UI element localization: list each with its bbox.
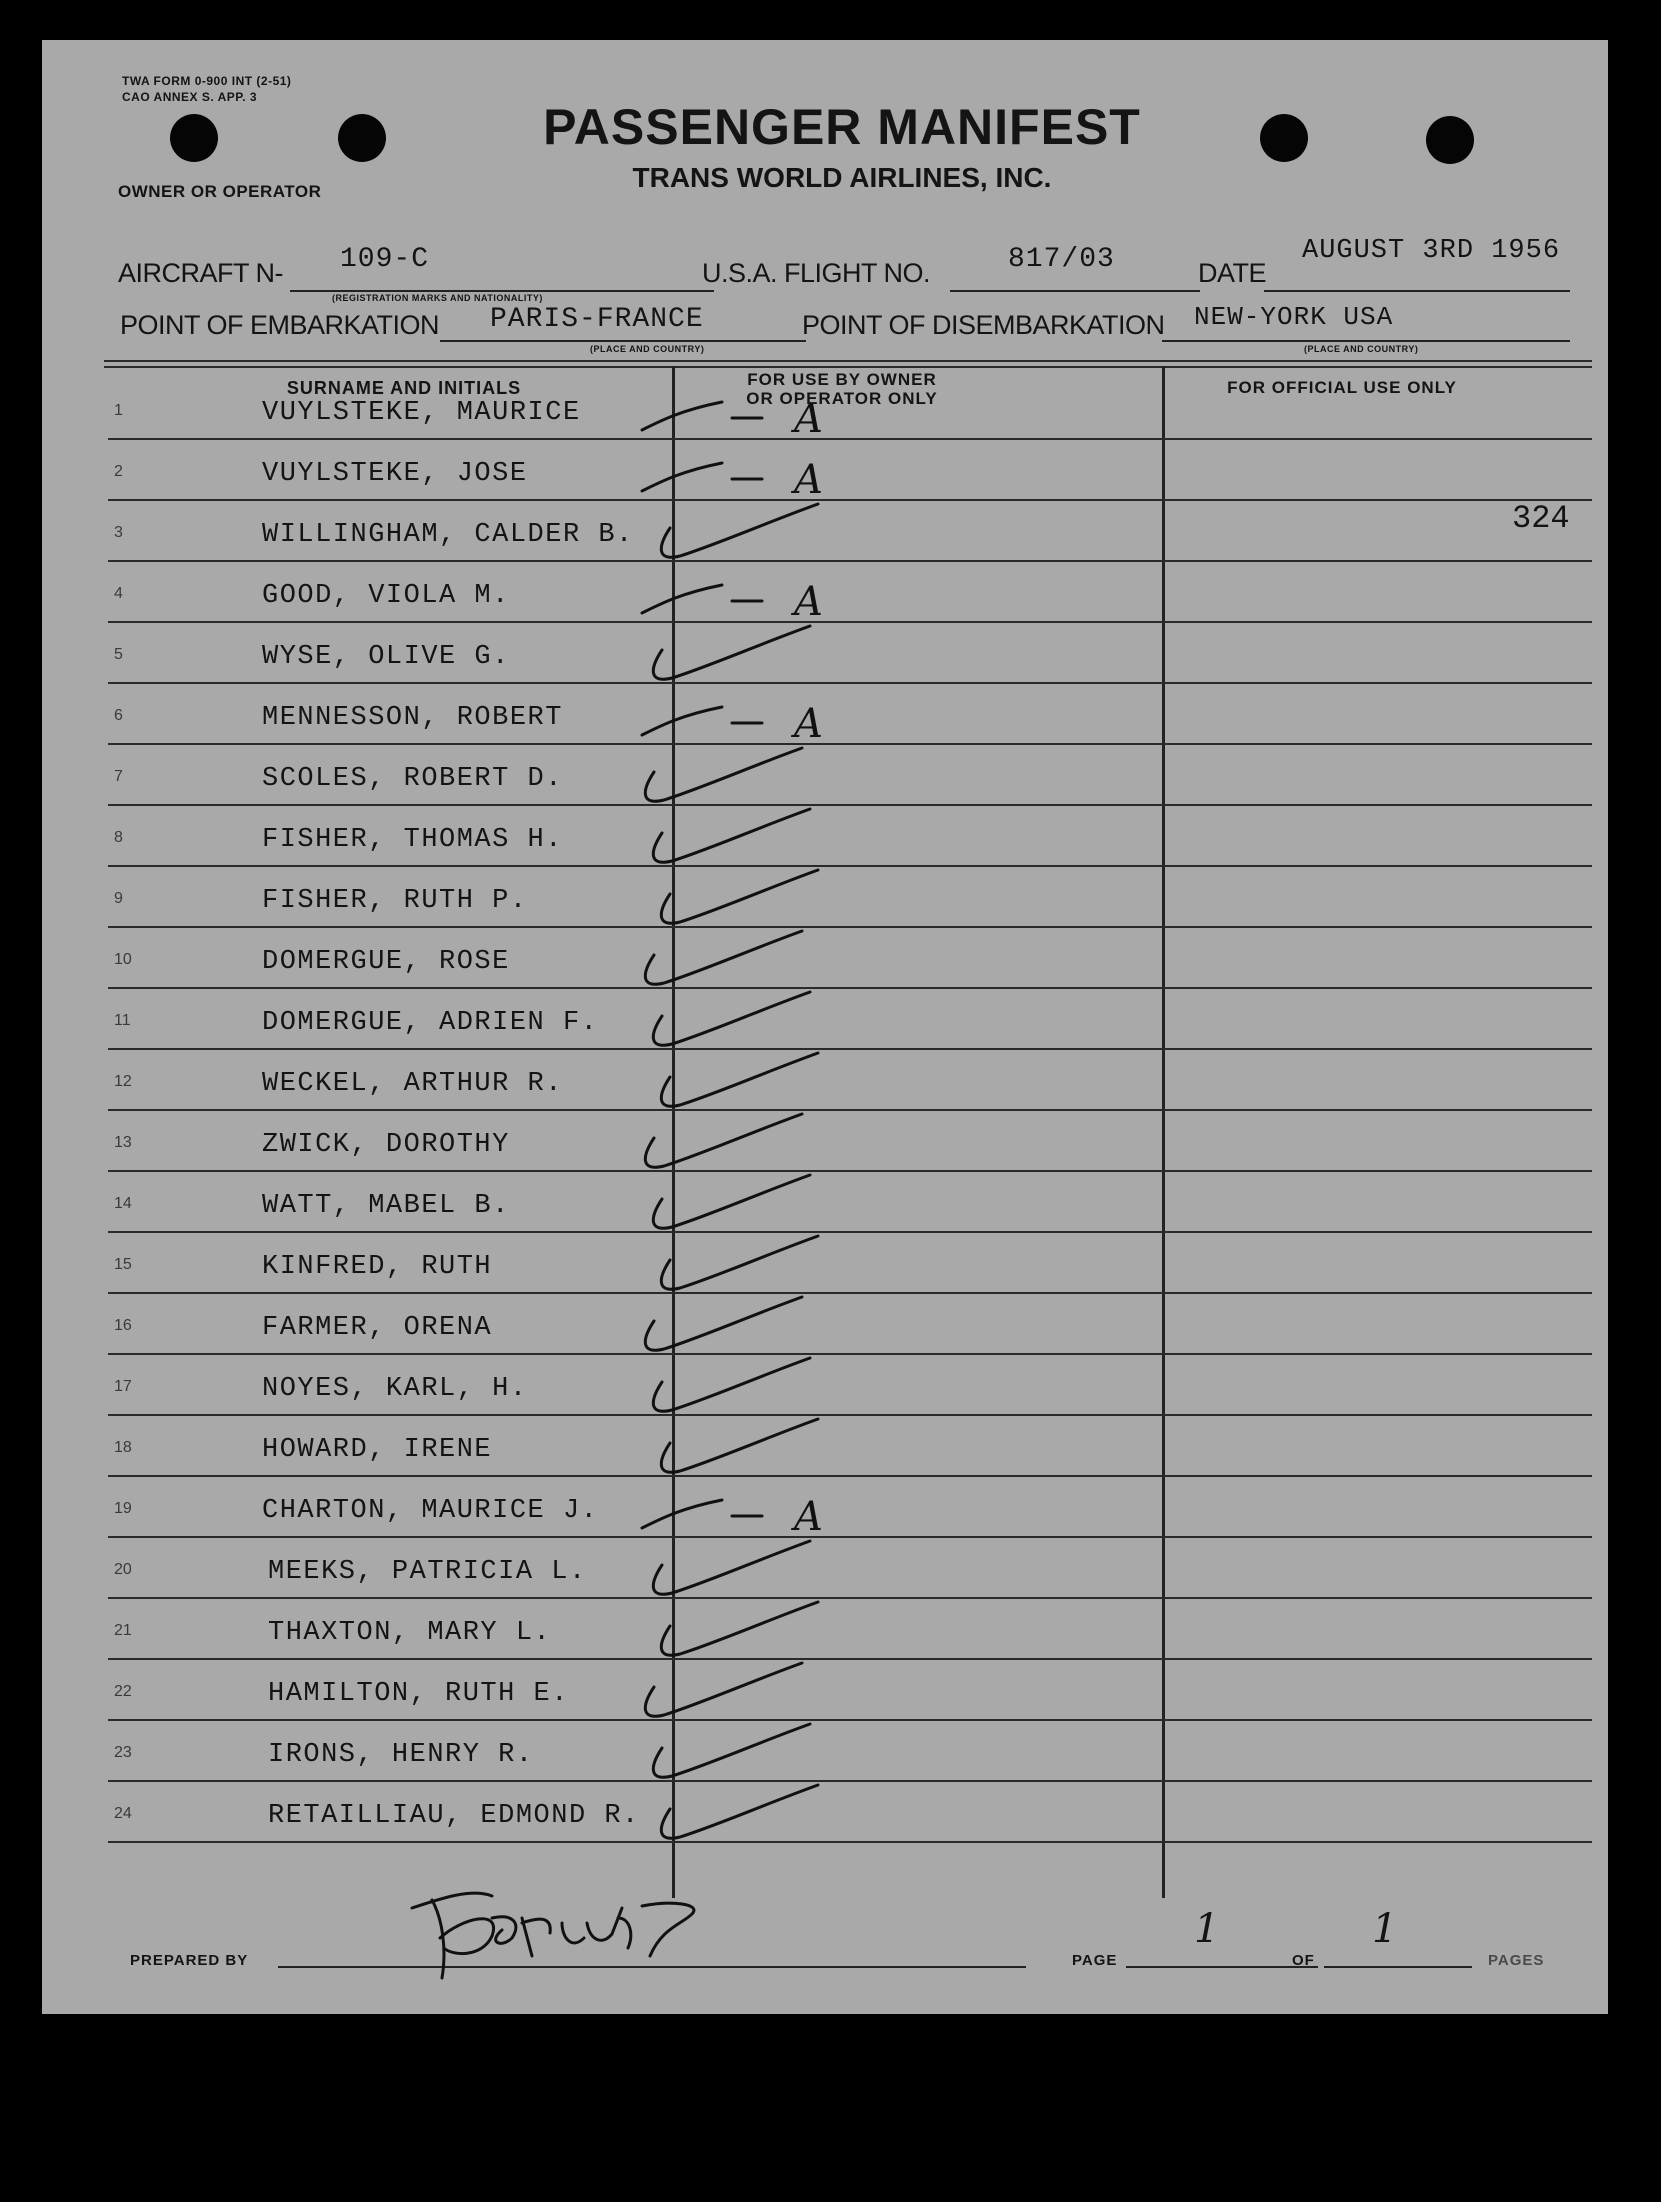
embarkation-note: (PLACE AND COUNTRY) [590,344,705,354]
passenger-name: WILLINGHAM, CALDER B. [262,520,634,550]
passenger-name: WATT, MABEL B. [262,1191,510,1221]
passenger-name: THAXTON, MARY L. [268,1618,552,1648]
of-label: OF [1292,1952,1315,1969]
check-mark-icon [653,1724,810,1777]
row-number: 6 [114,707,123,724]
passenger-name: FISHER, THOMAS H. [262,825,563,855]
form-code-line2: CAO ANNEX S. APP. 3 [122,90,258,104]
handwritten-mark: A [794,457,823,503]
handwritten-mark: A [794,701,823,747]
check-mark-icon [642,1500,762,1528]
aircraft-label: AIRCRAFT N- [118,258,284,288]
check-mark-icon [661,504,818,557]
row-number: 19 [114,1500,132,1517]
passenger-name: WECKEL, ARTHUR R. [262,1069,563,1099]
row-number: 5 [114,646,123,663]
passenger-name: IRONS, HENRY R. [268,1740,534,1770]
row-number: 9 [114,890,123,907]
check-mark-icon [661,1053,818,1106]
form-code-line1: TWA FORM 0-900 INT (2-51) [122,74,292,88]
row-number: 2 [114,463,123,480]
row-number: 3 [114,524,123,541]
owner-use-header-line2: OR OPERATOR ONLY [746,389,938,408]
embarkation-label: POINT OF EMBARKATION [120,310,440,340]
check-mark-icon [653,626,810,679]
surname-column-header: SURNAME AND INITIALS [286,378,522,398]
owner-use-header-line1: FOR USE BY OWNER [747,370,937,389]
check-mark-icon [642,463,762,491]
row-number: 21 [114,1622,132,1639]
registration-note: (REGISTRATION MARKS AND NATIONALITY) [332,293,543,303]
disembarkation-label: POINT OF DISEMBARKATION [802,310,1165,340]
check-mark-icon [642,707,762,735]
check-mark-icon [645,1663,802,1716]
passenger-name: ZWICK, DOROTHY [262,1130,510,1160]
handwritten-check-marks [42,40,1608,2014]
passenger-name: MENNESSON, ROBERT [262,703,563,733]
check-mark-icon [653,992,810,1045]
check-mark-icon [653,1175,810,1228]
passenger-name: KINFRED, RUTH [262,1252,493,1282]
check-mark-icon [661,1236,818,1289]
row-number: 24 [114,1805,132,1822]
row-number: 10 [114,951,132,968]
check-mark-icon [653,809,810,862]
check-mark-icon [645,1297,802,1350]
row-number: 18 [114,1439,132,1456]
passenger-name: HAMILTON, RUTH E. [268,1679,569,1709]
date-value: AUGUST 3RD 1956 [1302,236,1561,266]
aircraft-value: 109-C [340,244,430,275]
official-use-column-header: FOR OFFICIAL USE ONLY [1227,378,1457,397]
row-number: 7 [114,768,123,785]
check-mark-icon [661,870,818,923]
row-number: 4 [114,585,123,602]
row-number: 8 [114,829,123,846]
manifest-sheet [42,40,1608,2014]
row-number: 11 [114,1012,131,1029]
passenger-name: WYSE, OLIVE G. [262,642,510,672]
of-underline [1324,1966,1472,1968]
disembarkation-value: NEW-YORK USA [1194,302,1394,332]
row-number: 1 [114,402,123,419]
check-mark-icon [653,1541,810,1594]
passenger-name: HOWARD, IRENE [262,1435,493,1465]
passenger-name: VUYLSTEKE, MAURICE [262,398,581,428]
row-number: 14 [114,1195,132,1212]
passenger-name: GOOD, VIOLA M. [262,581,510,611]
row-number: 12 [114,1073,132,1090]
disembarkation-note: (PLACE AND COUNTRY) [1304,344,1419,354]
check-mark-icon [661,1419,818,1472]
row-number: 15 [114,1256,132,1273]
pages-label: PAGES [1488,1952,1545,1969]
passenger-name: FARMER, ORENA [262,1313,493,1343]
row-number: 20 [114,1561,132,1578]
of-value: 1 [1372,1906,1398,1952]
flight-number-value: 817/03 [1008,244,1115,275]
handwritten-mark: A [794,1494,823,1540]
check-mark-icon [653,1358,810,1411]
passenger-name: SCOLES, ROBERT D. [262,764,563,794]
check-mark-icon [645,1114,802,1167]
check-mark-icon [645,931,802,984]
passenger-name: DOMERGUE, ROSE [262,947,510,977]
passenger-name: MEEKS, PATRICIA L. [268,1557,587,1587]
handwritten-mark: A [794,396,823,442]
page-value: 1 [1194,1906,1220,1952]
check-mark-icon [661,1602,818,1655]
official-use-value: 324 [1512,500,1570,537]
row-number: 13 [114,1134,132,1151]
handwritten-mark: A [794,579,823,625]
page-label: PAGE [1072,1952,1118,1969]
row-number: 22 [114,1683,132,1700]
check-mark-icon [661,1785,818,1838]
check-mark-icon [645,748,802,801]
passenger-name: VUYLSTEKE, JOSE [262,459,528,489]
check-mark-icon [642,402,762,430]
passenger-name: DOMERGUE, ADRIEN F. [262,1008,599,1038]
page-title: PASSENGER MANIFEST [543,99,1141,155]
row-number: 17 [114,1378,132,1395]
embarkation-value: PARIS-FRANCE [490,304,704,335]
row-number: 23 [114,1744,132,1761]
check-mark-icon [642,585,762,613]
owner-operator-label: OWNER OR OPERATOR [118,182,322,201]
page-underline [1126,1966,1318,1968]
prepared-by-label: PREPARED BY [130,1952,249,1969]
signature-icon [372,1878,712,1988]
airline-name: TRANS WORLD AIRLINES, INC. [632,162,1052,193]
passenger-name: RETAILLIAU, EDMOND R. [268,1801,640,1831]
passenger-name: NOYES, KARL, H. [262,1374,528,1404]
passenger-name: CHARTON, MAURICE J. [262,1496,599,1526]
row-number: 16 [114,1317,132,1334]
date-label: DATE [1198,258,1267,288]
flight-number-label: U.S.A. FLIGHT NO. [702,258,931,288]
passenger-name: FISHER, RUTH P. [262,886,528,916]
